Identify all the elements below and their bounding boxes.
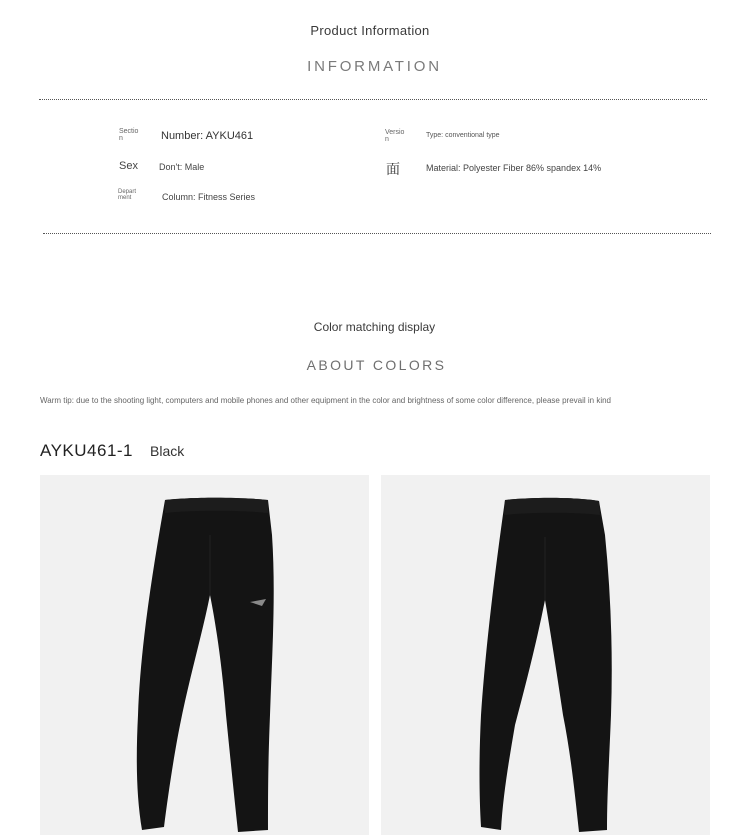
material-value: Material: Polyester Fiber 86% spandex 14% xyxy=(426,163,602,173)
column-value: Column: Fitness Series xyxy=(162,192,256,202)
variant-color: Black xyxy=(150,443,185,459)
pants-back-icon xyxy=(381,475,710,835)
product-image-back[interactable] xyxy=(381,475,710,835)
version-label: Version xyxy=(385,129,405,143)
sex-label: Sex xyxy=(119,160,138,172)
variant-sku: AYKU461-1 xyxy=(40,441,134,460)
colors-subtitle: ABOUT COLORS xyxy=(306,357,447,373)
warm-tip: Warm tip: due to the shooting light, computers and mobile phones and other equipment in the color and brightness of some color difference, please prevail in kind xyxy=(40,396,611,405)
section-label: Section xyxy=(119,128,139,142)
page-title: Product Information xyxy=(310,23,430,38)
number-value: Number: AYKU461 xyxy=(161,130,254,142)
type-value: Type: conventional type xyxy=(426,132,500,139)
material-label-glyph: 面 xyxy=(386,161,400,177)
page-subtitle: INFORMATION xyxy=(307,58,442,75)
colors-title: Color matching display xyxy=(313,320,436,334)
divider-bottom xyxy=(43,233,711,234)
dont-value: Don't: Male xyxy=(159,162,205,172)
pants-front-icon xyxy=(40,475,369,835)
divider-top xyxy=(39,99,707,100)
product-image-front[interactable] xyxy=(40,475,369,835)
department-label: Department xyxy=(118,189,137,201)
